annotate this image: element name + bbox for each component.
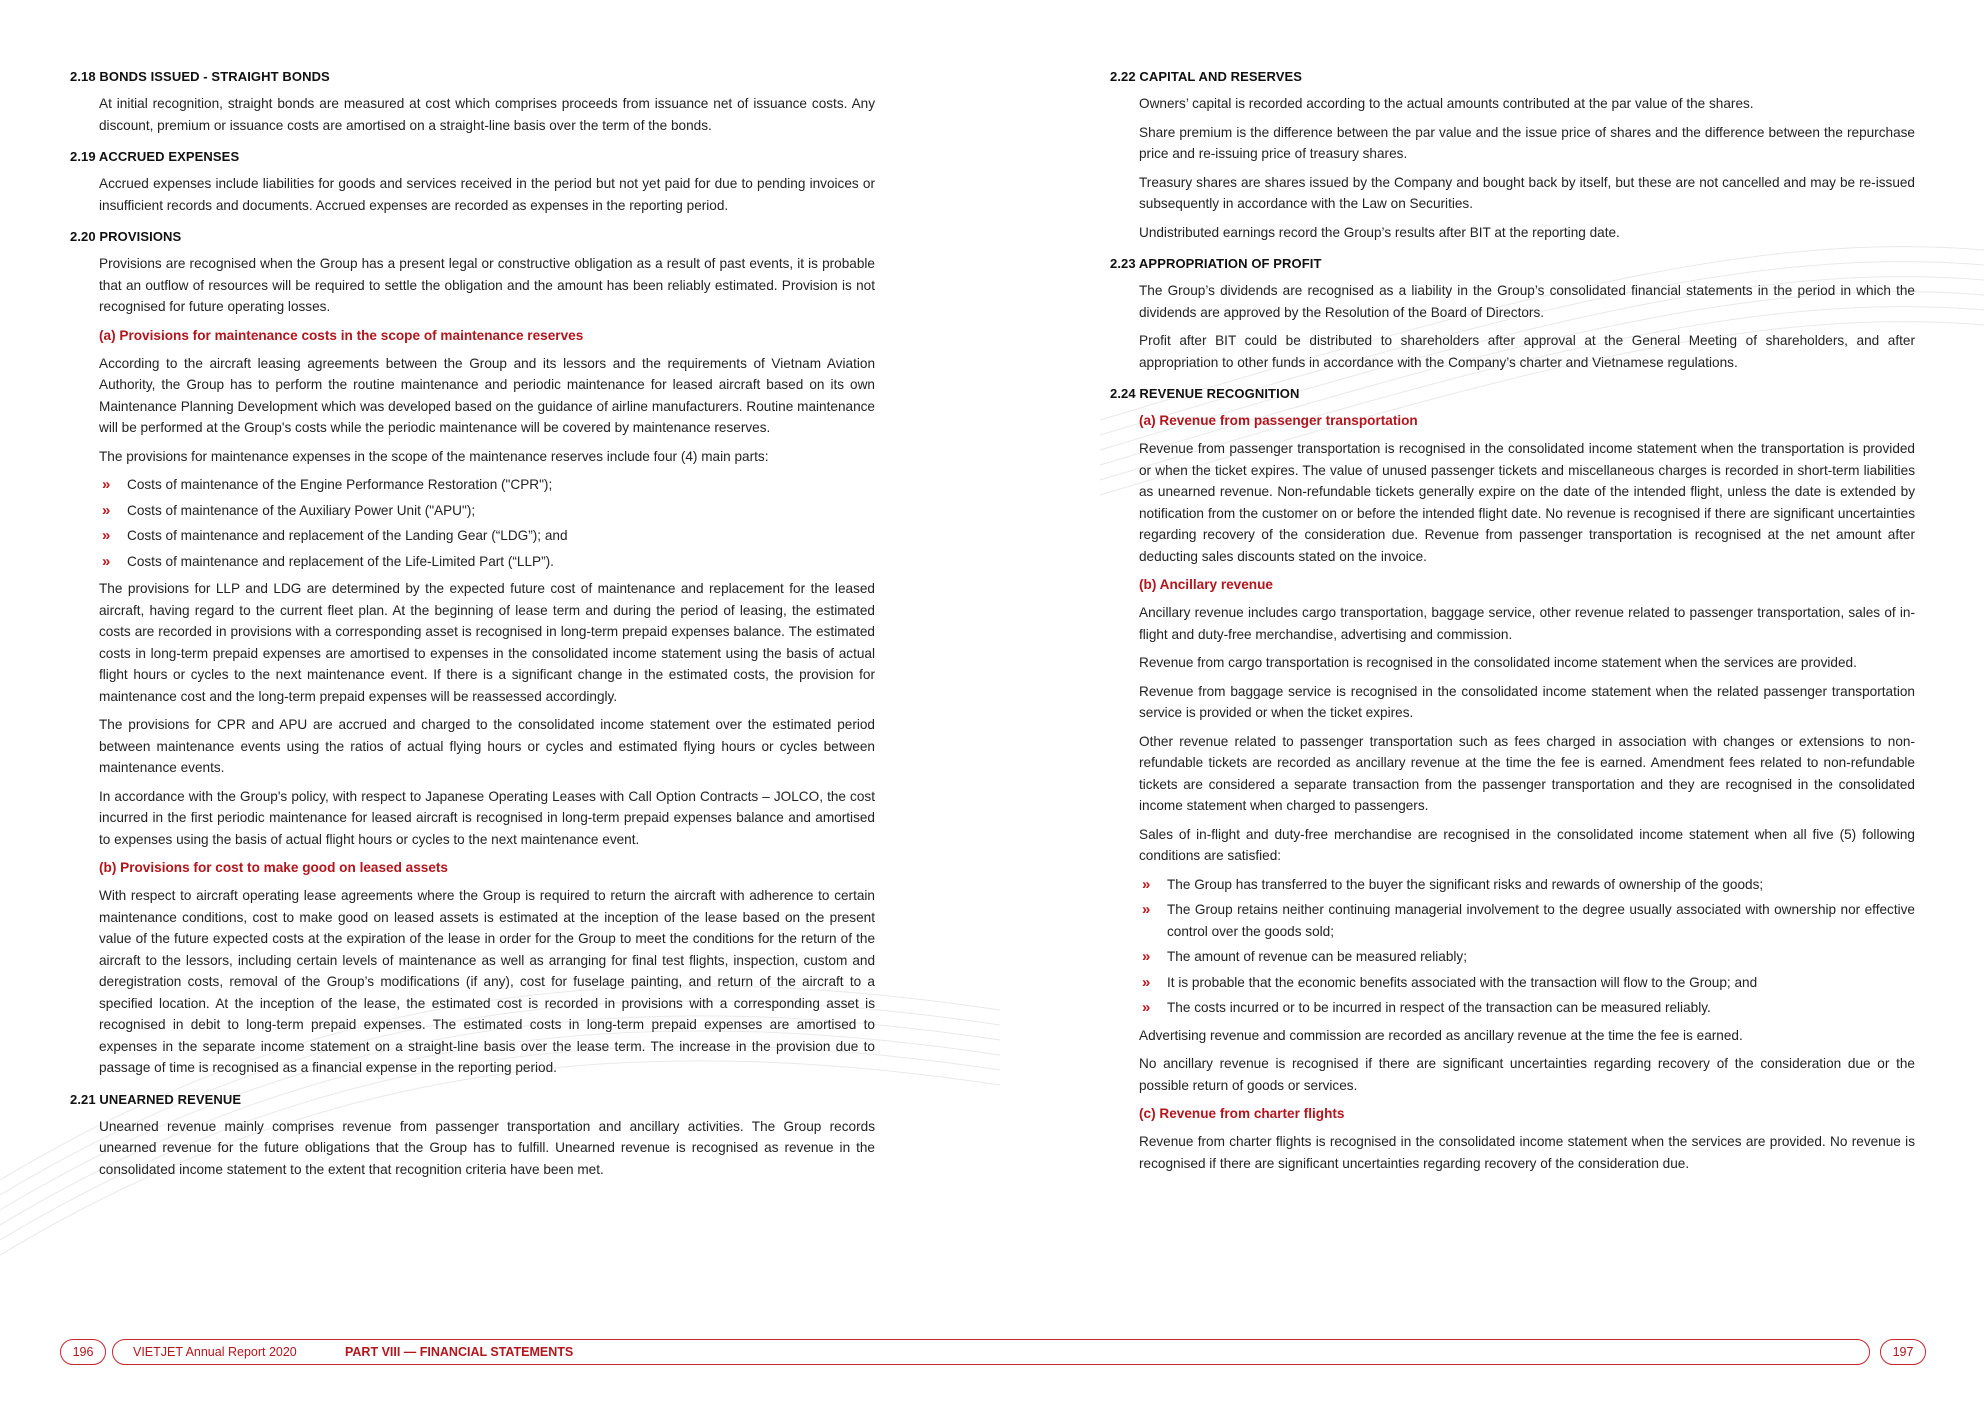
double-chevron-icon: » [102, 476, 111, 493]
section-title: 2.20 PROVISIONS [70, 229, 182, 244]
paragraph: According to the aircraft leasing agreements between the Group and its lessors and the requirements of Vietnam Aviation Authority, the Group has to perform the routine maintenance and periodic maintenance for leased aircraft based on its own Maintenance Planning Development which was developed based on the guidance of airline manufacturers. Routine maintenance will be performed at the Group's costs while the periodic maintenance will be covered by maintenance reserves. [99, 355, 875, 435]
section-2-19 [70, 148, 875, 216]
part-title: PART VIII — FINANCIAL STATEMENTS [345, 1345, 574, 1359]
double-chevron-icon: » [102, 527, 111, 544]
page-number-right: 197 [1880, 1339, 1926, 1365]
paragraph: Undistributed earnings record the Group’s results after BIT at the reporting date. [1139, 224, 1620, 240]
page-number-left: 196 [60, 1339, 106, 1365]
section-title: 2.18 BONDS ISSUED - STRAIGHT BONDS [70, 69, 330, 84]
section-2-23 [1110, 255, 1915, 373]
paragraph: Revenue from charter flights is recognised in the consolidated income statement when the services are provided. No revenue is recognised if there are significant uncertainties regarding recovery of the consideration due. [1139, 1134, 1915, 1171]
double-chevron-icon: » [102, 501, 111, 519]
list-item-text: Costs of maintenance and replacement of the Life-Limited Part (“LLP”). [127, 553, 554, 569]
double-chevron-icon: » [1142, 875, 1151, 893]
list-item [1139, 874, 1915, 896]
section-2-22 [1110, 68, 1915, 243]
list-item-text: Costs of maintenance of the Engine Performance Restoration ("CPR"); [127, 477, 553, 492]
left-column [70, 68, 875, 1192]
bullet-list [99, 474, 875, 572]
section-2-21 [70, 1091, 875, 1181]
list-item [1139, 972, 1915, 994]
page-footer [0, 1338, 1984, 1366]
subsection-heading: (a) Provisions for maintenance costs in the scope of maintenance reserves [99, 327, 584, 343]
paragraph: Accrued expenses include liabilities for goods and services received in the period but not yet paid for due to pending invoices or insufficient records and documents. Accrued expenses are recorded as expenses in the reporting period. [99, 176, 875, 213]
section-2-24 [1110, 385, 1915, 1174]
double-chevron-icon: » [1142, 999, 1151, 1016]
paragraph: Sales of in-flight and duty-free merchandise are recognised in the consolidated income statement when all five (5) following conditions are satisfied: [1139, 826, 1915, 863]
list-item-text: The Group retains neither continuing managerial involvement to the degree usually associated with ownership nor effective control over the goods sold; [1167, 902, 1915, 939]
list-item-text: Costs of maintenance of the Auxiliary Power Unit ("APU"); [127, 502, 476, 518]
paragraph: Revenue from baggage service is recognised in the consolidated income statement when the related passenger transportation service is provided or when the ticket expires. [1139, 683, 1915, 720]
list-item-text: The Group has transferred to the buyer the significant risks and rewards of ownership of the goods; [1167, 876, 1764, 892]
bullet-list [1139, 874, 1915, 1019]
paragraph: Ancillary revenue includes cargo transportation, baggage service, other revenue related to passenger transportation, sales of in-flight and duty-free merchandise, advertising and commission. [1139, 605, 1915, 642]
paragraph: Treasury shares are shares issued by the Company and bought back by itself, but these are not cancelled and may be re-issued subsequently in accordance with the Law on Securities. [1139, 174, 1915, 211]
paragraph: The provisions for maintenance expenses in the scope of the maintenance reserves include four (4) main parts: [99, 448, 769, 464]
section-2-18 [70, 68, 875, 136]
right-column [1110, 68, 1915, 1186]
paragraph: Share premium is the difference between the par value and the issue price of shares and the difference between the repurchase price and re-issuing price of treasury shares. [1139, 124, 1915, 161]
subsection-heading: (a) Revenue from passenger transportation [1139, 413, 1418, 428]
list-item [99, 551, 875, 573]
list-item-text: Costs of maintenance and replacement of the Landing Gear (“LDG”); and [127, 528, 568, 543]
paragraph: The provisions for LLP and LDG are determined by the expected future cost of maintenance and replacement for the leased aircraft, having regard to the current fleet plan. At the beginning of lease term and during the period of leasing, the estimated costs are recorded in provisions with a corresponding asset is recognised in long-term prepaid expenses balance. The estimated costs in long-term prepaid expenses are amortised to expenses in the consolidated income statement using the basis of actual flight hours or cycles to the next maintenance event. If there is a significant change in the estimated costs, the provision for maintenance cost and the long-term prepaid expenses will be reassessed accordingly. [99, 581, 875, 704]
double-chevron-icon: » [1142, 948, 1151, 965]
list-item-text: The costs incurred or to be incurred in respect of the transaction can be measured reliably. [1167, 1000, 1711, 1015]
section-title: 2.24 REVENUE RECOGNITION [1110, 386, 1300, 401]
paragraph: Unearned revenue mainly comprises revenue from passenger transportation and ancillary activities. The Group records unearned revenue for the future obligations that the Group has to fulfill. Unearned revenue is recognised as revenue in the consolidated income statement to the extent that recognition criteria have been met. [99, 1118, 875, 1177]
list-item [1139, 946, 1915, 968]
paragraph: The Group’s dividends are recognised as a liability in the Group’s consolidated financial statements in the period in which the dividends are approved by the Resolution of the Board of Directors. [1139, 283, 1915, 320]
paragraph: Other revenue related to passenger transportation such as fees charged in association with changes or extensions to non-refundable tickets are recorded as ancillary revenue at the time the fee is earned. Amendment fees related to non-refundable tickets are considered a separate transaction from the passenger transportation and they are recognised in the consolidated income statement when charged to passengers. [1139, 733, 1915, 813]
footer-bar [112, 1339, 1870, 1365]
double-chevron-icon: » [1142, 973, 1151, 991]
paragraph: Revenue from cargo transportation is recognised in the consolidated income statement when the services are provided. [1139, 655, 1857, 670]
paragraph: Provisions are recognised when the Group has a present legal or constructive obligation as a result of past events, it is probable that an outflow of resources will be required to settle the obligation and the amount has been reliably estimated. Provision is not recognised for future operating losses. [99, 256, 875, 314]
paragraph: No ancillary revenue is recognised if there are significant uncertainties regarding recovery of the consideration due or the possible return of goods or services. [1139, 1056, 1915, 1093]
paragraph: Revenue from passenger transportation is recognised in the consolidated income statement when the transportation is provided or when the ticket expires. The value of unused passenger tickets and miscellaneous charges is recorded in short-term liabilities as unearned revenue. Non-refundable tickets generally expire on the date of the intended flight, unless the date is extended by notification from the customer on or before the intended flight date. No revenue is recognised if there are significant uncertainties regarding recovery of the consideration due. Revenue from passenger transportation is recognised at the net amount after deducting sales discounts stated on the invoice. [1139, 441, 1915, 564]
section-title: 2.22 CAPITAL AND RESERVES [1110, 69, 1303, 84]
list-item [1139, 997, 1915, 1019]
paragraph: The provisions for CPR and APU are accrued and charged to the consolidated income statement over the estimated period between maintenance events using the ratios of actual flying hours or cycles and estimated flying hours or cycles between maintenance events. [99, 717, 875, 775]
list-item [1139, 899, 1915, 942]
paragraph: Advertising revenue and commission are recorded as ancillary revenue at the time the fee is earned. [1139, 1027, 1743, 1043]
section-title: 2.19 ACCRUED EXPENSES [70, 149, 240, 164]
list-item [99, 474, 875, 496]
list-item [99, 500, 875, 522]
paragraph: With respect to aircraft operating lease agreements where the Group is required to return the aircraft with adherence to certain maintenance conditions, cost to make good on leased assets is estimated at the inception of the lease based on the present value of the future expected costs at the expiration of the lease in order for the Group to meet the conditions for the return of the aircraft to the lessors, including certain levels of maintenance as well as arranging for final test flights, inspection, custom and deregistration costs, removal of the Group’s modifications (if any), cost for fuselage painting, and return of the aircraft to a specified location. At the inception of the lease, the estimated cost is recorded in provisions with a corresponding asset is recognised in debit to long-term prepaid expenses. The estimated costs in long-term prepaid expenses are amortised to expenses in the separate income statement on a straight-line basis over the lease term. The increase in the provision due to passage of time is recognised as a financial expense in the reporting period. [99, 888, 875, 1075]
paragraph: Profit after BIT could be distributed to shareholders after approval at the General Meeting of shareholders, and after appropriation to other funds in accordance with the Company’s charter and Vietnamese regulations. [1139, 333, 1915, 370]
paragraph: Owners’ capital is recorded according to the actual amounts contributed at the par value of the shares. [1139, 96, 1754, 111]
report-brand: VIETJET Annual Report 2020 [133, 1345, 297, 1359]
section-2-20 [70, 228, 875, 1079]
section-title: 2.21 UNEARNED REVENUE [70, 1091, 242, 1107]
subsection-heading: (c) Revenue from charter flights [1139, 1106, 1345, 1121]
subsection-heading: (b) Provisions for cost to make good on leased assets [99, 860, 448, 875]
double-chevron-icon: » [1142, 901, 1151, 918]
double-chevron-icon: » [102, 552, 111, 570]
list-item-text: The amount of revenue can be measured reliably; [1167, 949, 1467, 964]
subsection-heading: (b) Ancillary revenue [1139, 577, 1273, 592]
section-title: 2.23 APPROPRIATION OF PROFIT [1110, 256, 1322, 271]
paragraph: In accordance with the Group's policy, with respect to Japanese Operating Leases with Call Option Contracts – JOLCO, the cost incurred in the first periodic maintenance for leased aircraft is recognised in long-term prepaid expenses balance and amortised to expenses using the basis of actual flight hours or cycles to the next maintenance event. [99, 788, 875, 847]
list-item [99, 525, 875, 547]
list-item-text: It is probable that the economic benefits associated with the transaction will flow to the Group; and [1167, 974, 1758, 990]
paragraph: At initial recognition, straight bonds are measured at cost which comprises proceeds from issuance net of issuance costs. Any discount, premium or issuance costs are amortised on a straight-line basis over the term of the bonds. [99, 96, 875, 133]
